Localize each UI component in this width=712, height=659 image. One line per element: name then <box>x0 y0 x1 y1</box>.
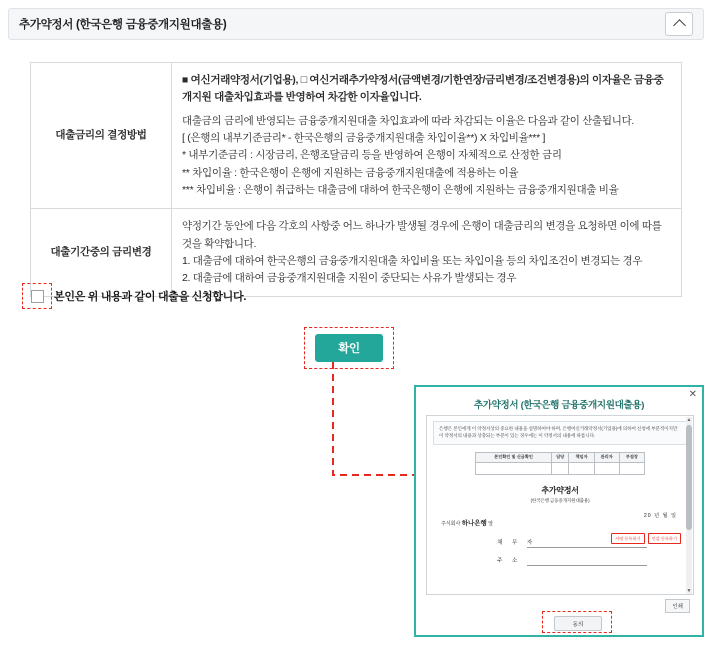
terms-line <box>182 72 671 107</box>
approval-header-2: 책임자 <box>569 452 594 462</box>
modal-notice-text: 은행은 본인에게 이 약정서상의 중요한 내용을 설명하여야 하며, 은행여신거래약정서(기업용)에 의하여 신청에 부분적이지만 이 약정서의 내용과 상충되는 부분이 있는 경우에는 이 약정서의 내용에 따릅니다. <box>433 421 687 445</box>
agreement-row <box>22 283 246 309</box>
approval-header-3: 관리자 <box>594 452 619 462</box>
approval-header-4: 부점장 <box>619 452 644 462</box>
approval-cell <box>619 462 644 474</box>
modal-scrollbar[interactable] <box>686 417 692 595</box>
scroll-up-arrow-icon[interactable]: ▲ <box>686 417 692 423</box>
agreement-checkbox-wrap <box>22 283 52 309</box>
modal-sign-buttons <box>611 533 681 544</box>
highlight-box-checkbox <box>22 283 52 309</box>
terms-line: [ (은행의 내부기준금리* - 한국은행의 금융중개지원대출 차입이율**) X 차입비율*** ] <box>182 131 546 144</box>
approval-cell <box>594 462 619 474</box>
modal-field-label-address: 주 소 <box>497 558 522 564</box>
register-seal-button[interactable]: 인감 등록하기 <box>648 533 681 544</box>
terms-line: 1. 대출금에 대하여 한국은행의 금융중개지원대출 차입비율 또는 차입이율 등의 차입조건이 변경되는 경우 <box>182 254 643 267</box>
terms-line: 약정기간 동안에 다음 각호의 사항중 어느 하나가 발생될 경우에 은행이 대출금리의 변경을 요청하면 이에 따를 것을 확약합니다. <box>182 220 662 250</box>
modal-field-underline-address <box>527 565 647 566</box>
table-row <box>476 462 645 474</box>
register-signature-button[interactable]: 서명 등록하기 <box>611 533 644 544</box>
scroll-down-arrow-icon[interactable]: ▼ <box>686 588 692 594</box>
terms-line: 2. 대출금에 대하여 금융중개지원대출 지원이 중단되는 사유가 발생되는 경우 <box>182 272 517 285</box>
approval-cell <box>569 462 594 474</box>
approval-header-0: 본인확인 및 신금확인 <box>476 452 552 462</box>
print-button[interactable]: 인쇄 <box>665 599 690 613</box>
modal-confirm-button[interactable]: 동의 <box>554 616 602 631</box>
row-body-rate-change <box>172 209 682 297</box>
close-icon[interactable]: ✕ <box>688 389 697 400</box>
collapse-toggle-button[interactable] <box>665 12 693 36</box>
bank-name: 하나은행 <box>461 519 487 527</box>
confirm-button[interactable]: 확인 <box>315 334 383 362</box>
modal-document-viewer <box>426 415 694 595</box>
section-header <box>8 8 704 40</box>
modal-title: 추가약정서 (한국은행 금융중개지원대출용) <box>473 400 645 411</box>
modal-field-underline-debtor <box>527 547 647 548</box>
row-label-rate-decision: 대출금리의 결정방법 <box>31 63 172 209</box>
approval-header-1: 담당 <box>552 452 569 462</box>
agreement-label: 본인은 위 내용과 같이 대출을 신청합니다. <box>54 291 247 303</box>
modal-approval-table <box>475 452 645 475</box>
row-label-rate-change: 대출기간중의 금리변경 <box>31 209 172 297</box>
terms-line: *** 차입비율 : 은행이 취급하는 대출금에 대하여 한국은행이 은행에 지원하는 금융중개지원대출 비율 <box>182 183 619 196</box>
terms-table <box>30 62 682 297</box>
approval-cell <box>552 462 569 474</box>
additional-agreement-modal <box>414 385 704 637</box>
modal-doc-title: 추가약정서 <box>541 485 579 495</box>
modal-doc-subtitle: (한국은행 금융중개지원대출용) <box>530 497 590 503</box>
bank-prefix: 주식회사 <box>441 520 461 527</box>
modal-bank-line <box>441 518 693 527</box>
row-body-rate-decision <box>172 63 682 209</box>
page-title: 추가약정서 (한국은행 금융중개지원대출용) <box>19 19 227 31</box>
terms-line: * 내부기준금리 : 시장금리, 은행조달금리 등을 반영하여 은행이 자체적으로 산정한 금리 <box>182 149 562 162</box>
chevron-up-icon <box>673 19 686 32</box>
confirm-button-wrap <box>304 327 394 369</box>
approval-cell <box>476 462 552 474</box>
bank-suffix: 앞 <box>488 520 494 527</box>
terms-line-bold: ■ 여신거래약정서(기업용), □ 여신거래추가약정서(금액변경/기한연장/금리변경/조건변경용)의 이자율은 금융중개지원 대출차입효과를 반영하여 차감한 이자율입니다. <box>182 74 664 104</box>
modal-scroll-thumb[interactable] <box>686 425 692 530</box>
modal-field-label-debtor: 채 무 자 <box>497 540 537 546</box>
table-row <box>476 452 645 462</box>
modal-date-line: 20 년 월 일 <box>643 513 677 519</box>
terms-line: ** 차입이율 : 한국은행이 은행에 지원하는 금융중개지원대출에 적용하는 이율 <box>182 166 519 179</box>
terms-line: 대출금의 금리에 반영되는 금융중개지원대출 차입효과에 따라 차감되는 이율은 다음과 같이 산출됩니다. <box>182 114 635 127</box>
table-row <box>31 63 682 209</box>
